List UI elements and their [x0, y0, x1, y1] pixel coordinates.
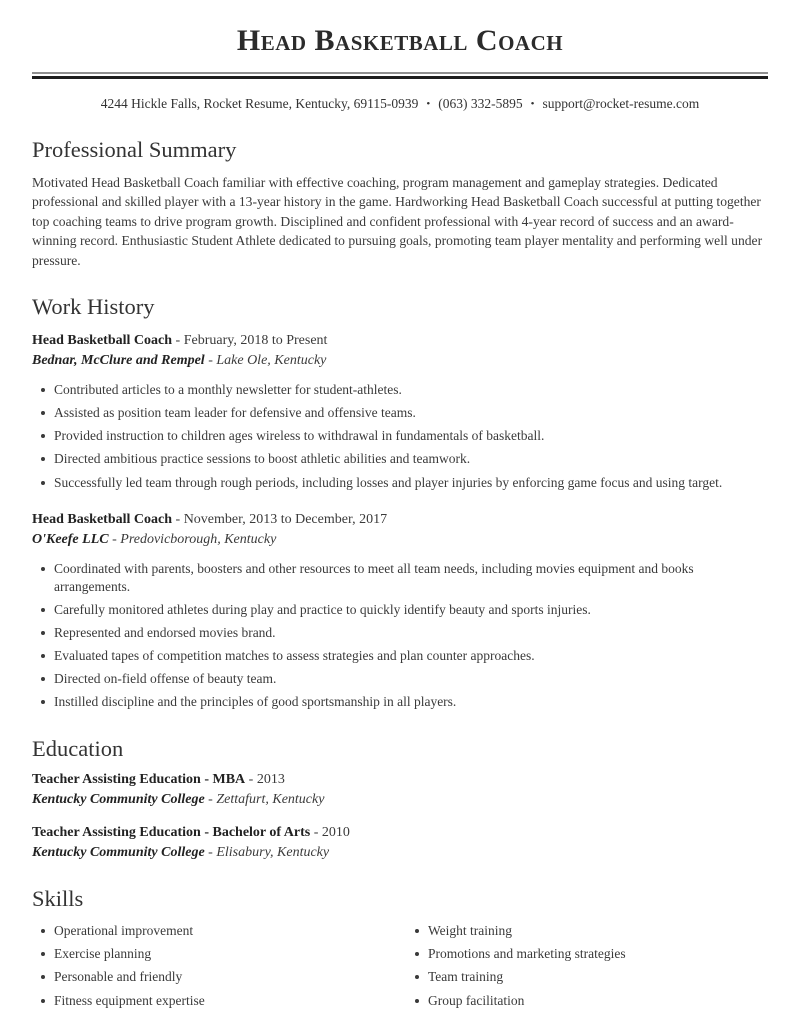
- contact-phone: (063) 332-5895: [438, 95, 523, 111]
- job-bullet: Instilled discipline and the principles of good sportsmanship in all players.: [54, 693, 768, 711]
- separator: -: [108, 532, 121, 548]
- education-program: Teacher Assisting Education - Bachelor of Arts: [32, 825, 311, 841]
- job-company-line: [32, 532, 768, 548]
- job-bullet: Carefully monitored athletes during play and practice to quickly identify beauty and sports injuries.: [54, 601, 768, 619]
- education-school: Kentucky Community College: [32, 845, 205, 861]
- job-entry: [32, 512, 768, 710]
- job-bullet: Assisted as position team leader for defensive and offensive teams.: [54, 404, 768, 422]
- job-company-line: [32, 353, 768, 369]
- contact-line: [32, 96, 768, 112]
- job-dates: November, 2013 to December, 2017: [183, 512, 388, 528]
- education-program: Teacher Assisting Education - MBA: [32, 772, 246, 788]
- contact-address: 4244 Hickle Falls, Rocket Resume, Kentucky, 69115-0939: [100, 95, 419, 111]
- job-header: [32, 512, 768, 548]
- job-location: Predovicborough, Kentucky: [120, 532, 277, 548]
- education-program-line: [32, 825, 768, 841]
- skill-item: Team training: [428, 968, 768, 986]
- job-bullet: Directed ambitious practice sessions to boost athletic abilities and teamwork.: [54, 450, 768, 468]
- summary-heading: Professional Summary: [32, 136, 237, 162]
- resume-title: Head Basketball Coach: [236, 24, 564, 57]
- job-bullet-list: [32, 560, 768, 710]
- job-bullet: Coordinated with parents, boosters and other resources to meet all team needs, including movies equipment and books arrangements.: [54, 560, 768, 595]
- contact-email: support@rocket-resume.com: [542, 95, 700, 111]
- separator: -: [172, 512, 184, 528]
- skill-item: Operational improvement: [54, 922, 406, 940]
- job-company: O'Keefe LLC: [32, 532, 109, 548]
- separator: -: [310, 825, 322, 841]
- skills-columns: [32, 922, 768, 1014]
- separator: -: [204, 353, 217, 369]
- section-professional-summary: [32, 136, 768, 271]
- job-dates: February, 2018 to Present: [183, 333, 328, 349]
- skills-column-right: [406, 922, 768, 1014]
- separator: -: [172, 333, 184, 349]
- skills-column-left: [32, 922, 406, 1014]
- skill-item: Weight training: [428, 922, 768, 940]
- section-education: [32, 735, 768, 861]
- job-title: Head Basketball Coach: [32, 333, 173, 349]
- skill-item: Fitness equipment expertise: [54, 992, 406, 1010]
- job-title-line: [32, 333, 768, 349]
- skill-item: Promotions and marketing strategies: [428, 945, 768, 963]
- skills-heading: Skills: [32, 886, 84, 912]
- job-location: Lake Ole, Kentucky: [216, 353, 327, 369]
- job-bullet: Provided instruction to children ages wireless to withdrawal in fundamentals of basketball.: [54, 427, 768, 445]
- education-school-line: [32, 845, 768, 861]
- job-bullet: Represented and endorsed movies brand.: [54, 624, 768, 642]
- header-divider: [32, 72, 768, 79]
- job-header: [32, 333, 768, 369]
- job-bullet: Directed on-field offense of beauty team.: [54, 670, 768, 688]
- education-location: Zettafurt, Kentucky: [216, 792, 325, 808]
- work-history-heading: Work History: [32, 294, 155, 320]
- separator: -: [204, 792, 217, 808]
- job-title: Head Basketball Coach: [32, 512, 173, 528]
- education-entry: [32, 825, 768, 861]
- education-school: Kentucky Community College: [32, 792, 205, 808]
- job-company: Bednar, McClure and Rempel: [32, 353, 205, 369]
- resume-header: [32, 24, 768, 112]
- contact-separator: •: [530, 97, 535, 110]
- job-entry: [32, 333, 768, 491]
- skill-item: Exercise planning: [54, 945, 406, 963]
- job-bullet-list: [32, 381, 768, 491]
- education-year: 2010: [321, 825, 350, 841]
- section-work-history: [32, 293, 768, 710]
- separator: -: [204, 845, 217, 861]
- education-year: 2013: [256, 772, 285, 788]
- skill-item: Group facilitation: [428, 992, 768, 1010]
- contact-separator: •: [426, 97, 431, 110]
- job-bullet: Contributed articles to a monthly newsletter for student-athletes.: [54, 381, 768, 399]
- job-title-line: [32, 512, 768, 528]
- separator: -: [245, 772, 257, 788]
- skill-item: Personable and friendly: [54, 968, 406, 986]
- education-location: Elisabury, Kentucky: [216, 845, 330, 861]
- summary-text: Motivated Head Basketball Coach familiar with effective coaching, program management and gameplay strategies. Dedicated professional and skilled player with a 13-year history in the game. Hardworking Head Basketball Coach successful at putting together top coaching teams to drive program growth. Disciplined and confident professional with 4-year record of success and an award-winning record. Enthusiastic Student Athlete dedicated to pursuing goals, promoting team player mentality and performing well under pressure.: [32, 174, 763, 268]
- divider-thick-line: [32, 76, 768, 79]
- job-bullet: Successfully led team through rough periods, including losses and player injuries by enforcing game focus and using target.: [54, 474, 768, 492]
- education-heading: Education: [32, 736, 124, 762]
- education-program-line: [32, 772, 768, 788]
- job-bullet: Evaluated tapes of competition matches to assess strategies and plan counter approaches.: [54, 647, 768, 665]
- education-entry: [32, 772, 768, 808]
- education-school-line: [32, 792, 768, 808]
- section-skills: [32, 885, 768, 1014]
